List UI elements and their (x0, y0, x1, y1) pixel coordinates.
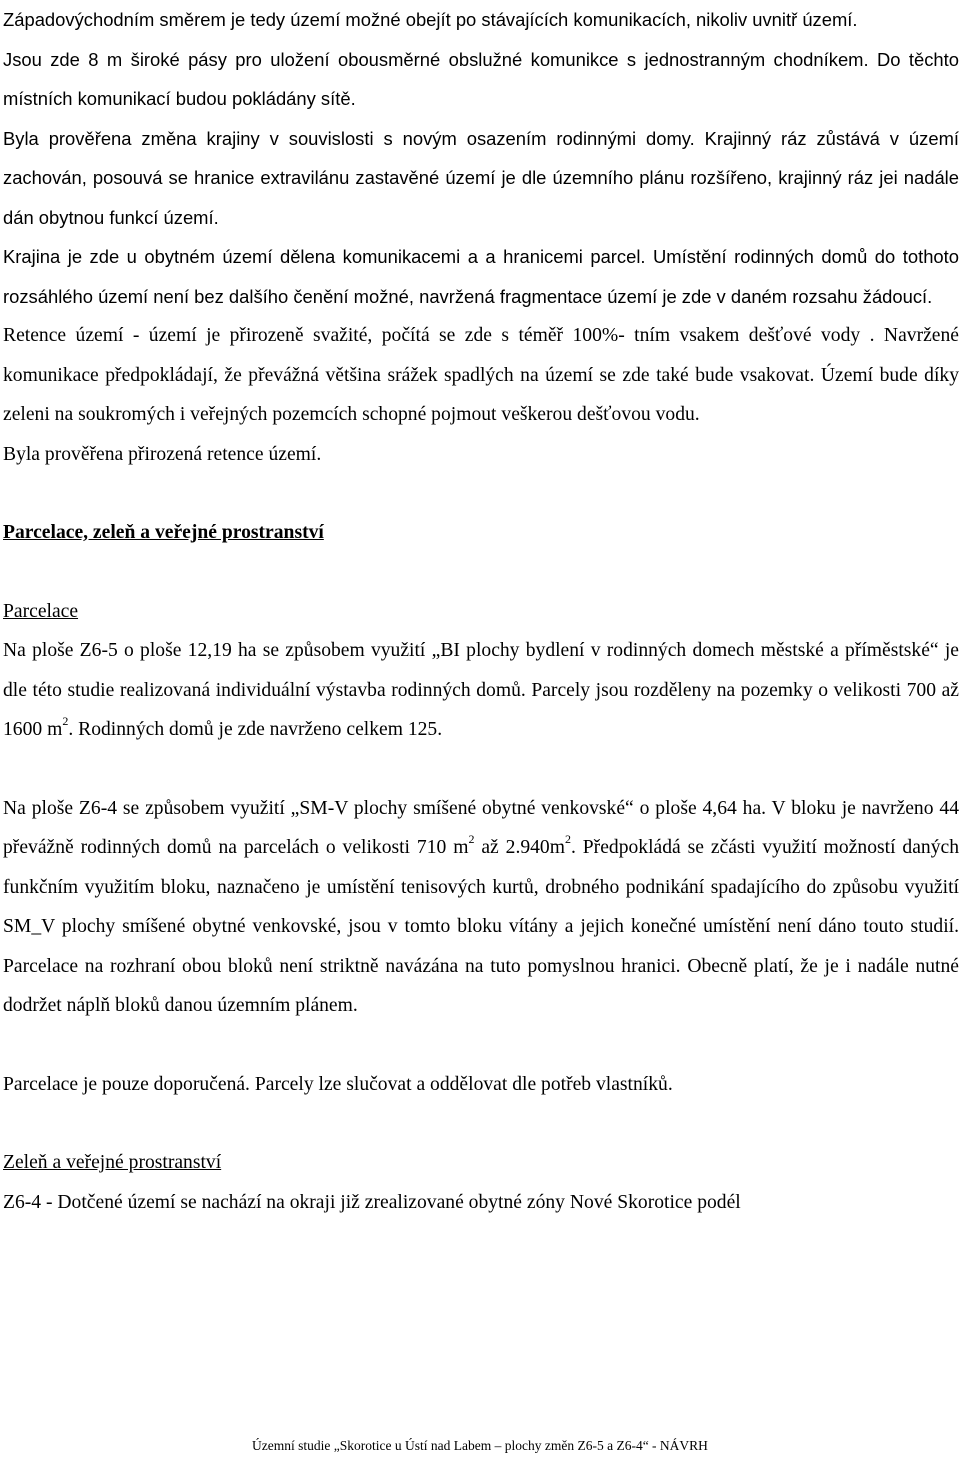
document-page (3, 0, 959, 1222)
paragraph-8: Na ploše Z6-4 se způsobem využití „SM-V plochy smíšené obytné venkovské“ o ploše 4,64 ha. V bloku je navrženo 44 převážně rodinných domů na parcelách o velikosti 710 $m^2$ až $2.940m^2$. Předpokládá se zčásti využití možností daných funkčním využitím bloku, naznačeno je umístění tenisových kurtů, drobného podnikání spadajícího do způsobu využití SM_V plochy smíšené obytné venkovské, jsou v tomto bloku vítány a jejich konečné umístění není dáno touto studií. Parcelace na rozhraní obou bloků není striktně navázána na tuto pomyslnou hranici. Obecně platí, že je i nadále nutné dodržet náplň bloků danou územním plánem. (3, 797, 959, 1016)
paragraph-1: Západovýchodním směrem je tedy území možné obejít po stávajících komunikacích, nikoliv uvnitř území. (3, 9, 858, 30)
paragraph-9: Parcelace je pouze doporučená. Parcely lze slučovat a oddělovat dle potřeb vlastníků. (3, 1073, 673, 1095)
page-footer: Územní studie „Skorotice u Ústí nad Labem – plochy změn Z6-5 a Z6-4“ - NÁVRH (252, 1438, 708, 1453)
paragraph-10: Z6-4 - Dotčené území se nachází na okraji již zrealizované obytné zóny Nové Skorotice podél (3, 1191, 741, 1213)
section-heading: Parcelace, zeleň a veřejné prostranství (3, 522, 324, 543)
paragraph-3: Byla prověřena změna krajiny v souvislosti s novým osazením rodinnými domy. Krajinný ráz zůstává v území zachován, posouvá se hranice extravilánu zastavěné území je dle územního plánu rozšířeno, krajinný ráz jei nadále dán obytnou funkcí území. (3, 127, 959, 228)
paragraph-4: Krajina je zde u obytném území dělena komunikacemi a a hranicemi parcel. Umístění rodinných domů do tothoto rozsáhlého území není bez dalšího čenění možné, navržená fragmentace území je zde v daném rozsahu žádoucí. (3, 246, 959, 307)
subheading-parcelace: Parcelace (3, 600, 79, 622)
paragraph-2: Jsou zde 8 m široké pásy pro uložení obousměrné obslužné komunikce s jednostranným chodníkem. Do těchto místních komunikací budou pokládány sítě. (3, 48, 959, 109)
paragraph-5: Retence území - území je přirozeně svažité, počítá se zde s téměř 100%- tním vsakem dešťové vody . Navržené komunikace předpokládají, že převážná většina srážek spadlých na území se zde také bude vsakovat. Území bude díky zeleni na soukromých i veřejných pozemcích schopné pojmout veškerou dešťovou vodu. (3, 325, 959, 425)
paragraph-6: Byla prověřena přirozená retence území. (3, 443, 322, 465)
paragraph-7: Na ploše Z6-5 o ploše 12,19 ha se způsobem využití „BI plochy bydlení v rodinných domech městské a příměstské“ je dle této studie realizovaná individuální výstavba rodinných domů. Parcely jsou rozděleny na pozemky o velikosti 700 až 1600 $m^2$. Rodinných domů je zde navrženo celkem 125. (3, 640, 959, 740)
subheading-zelen: Zeleň a veřejné prostranství (3, 1152, 222, 1173)
